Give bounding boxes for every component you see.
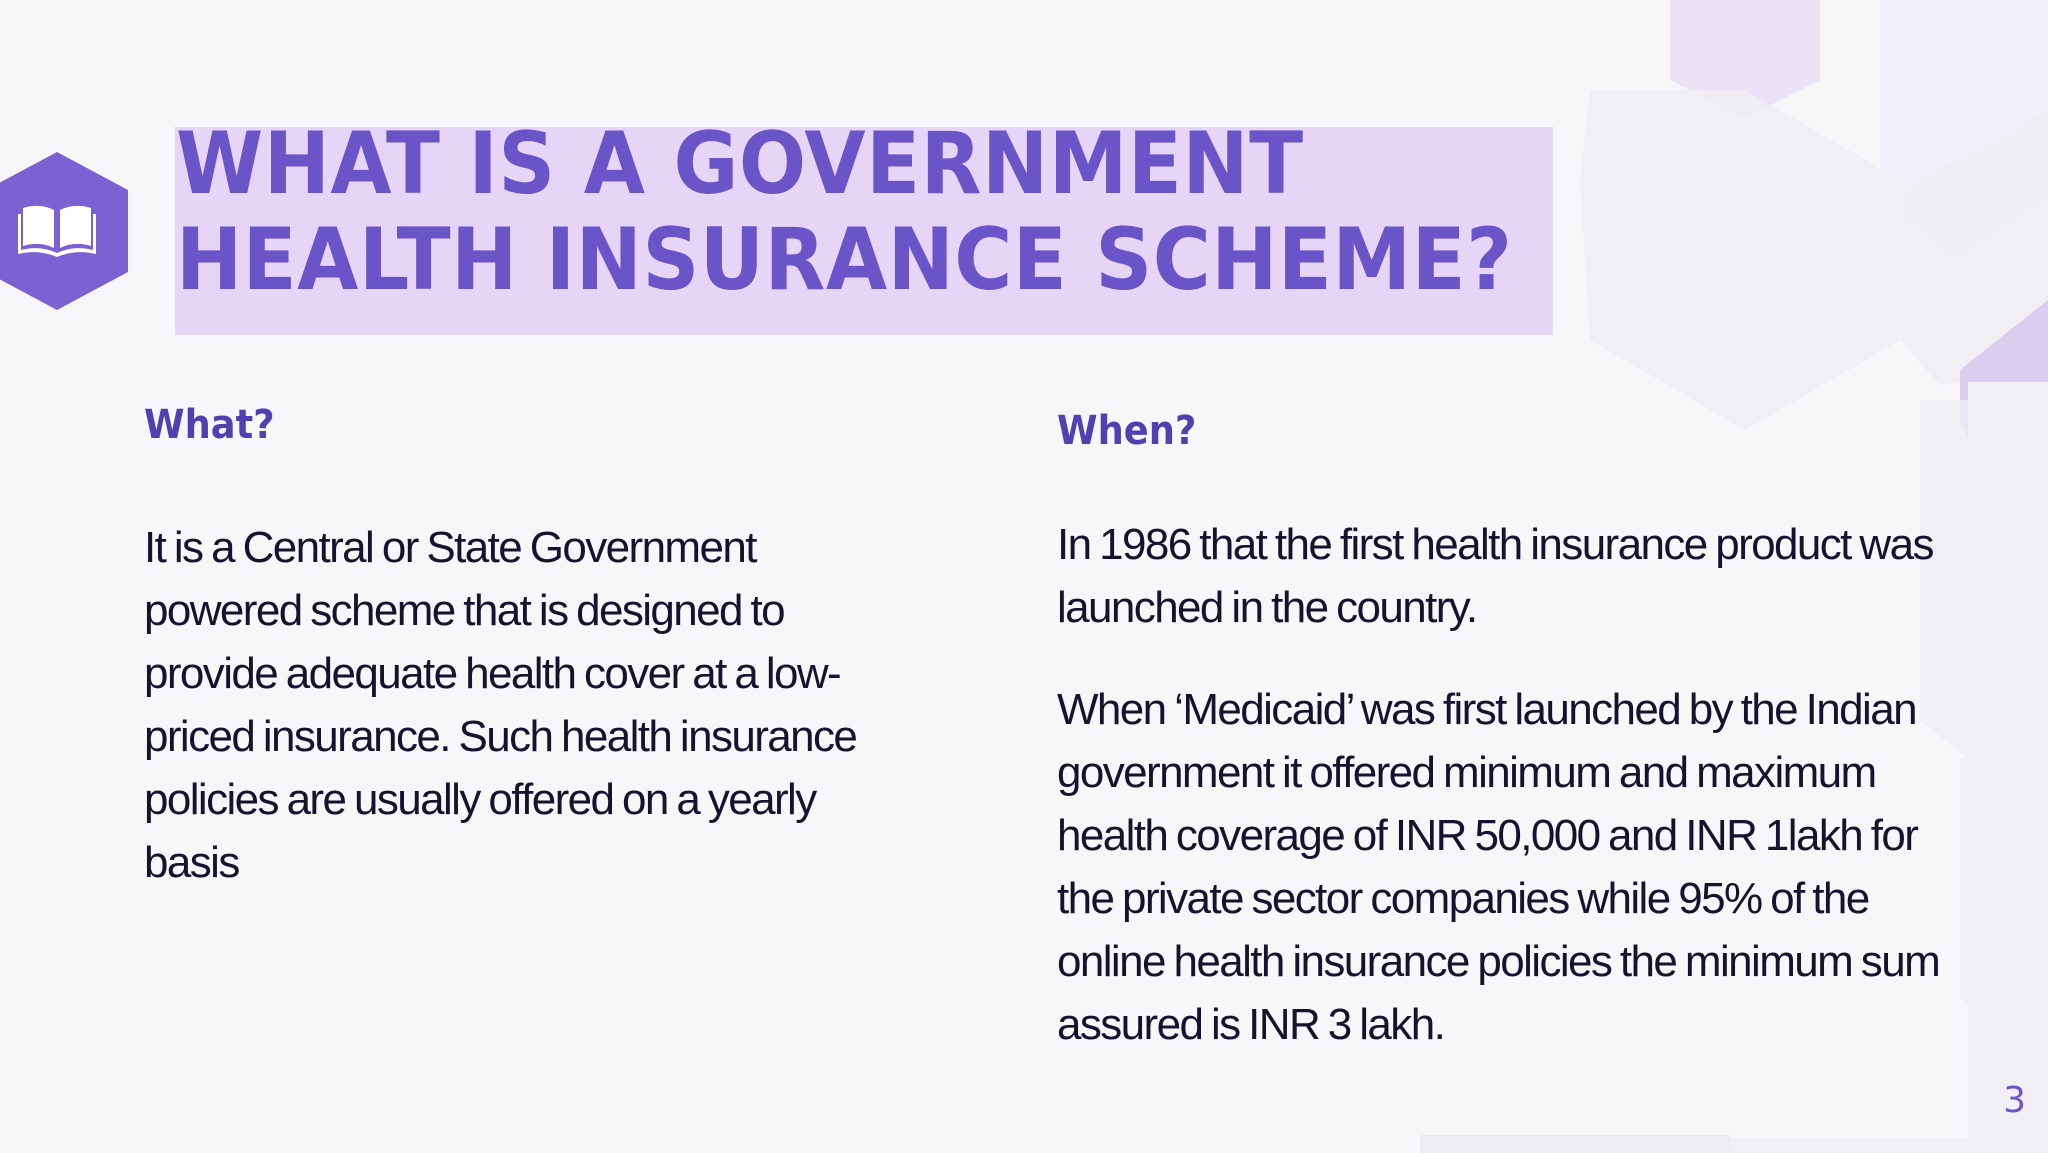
when-heading: When? [1057, 408, 1197, 454]
slide-title-line-2: HEALTH INSURANCE SCHEME? [176, 210, 1513, 310]
when-paragraph-1: In 1986 that the first health insurance product was launched in the country. [1057, 520, 1933, 632]
when-paragraph-2: When ‘Medicaid’ was first launched by the Indian government it offered minimum and maximum health coverage of INR 50,000 and INR 1lakh for the private sector companies while 95% of the online health insurance policies the minimum sum assured is INR 3 lakh. [1057, 685, 1940, 1049]
slide-title-line-1: WHAT IS A GOVERNMENT [176, 114, 1304, 214]
page-number: 3 [2003, 1080, 2026, 1121]
slide-title [176, 116, 1513, 308]
what-heading: What? [144, 402, 275, 448]
what-description: It is a Central or State Government powered scheme that is designed to provide adequate health cover at a low- priced insurance. Such health insurance policies are usually offered on a yearly basis [144, 523, 857, 887]
open-book-icon [0, 150, 136, 312]
